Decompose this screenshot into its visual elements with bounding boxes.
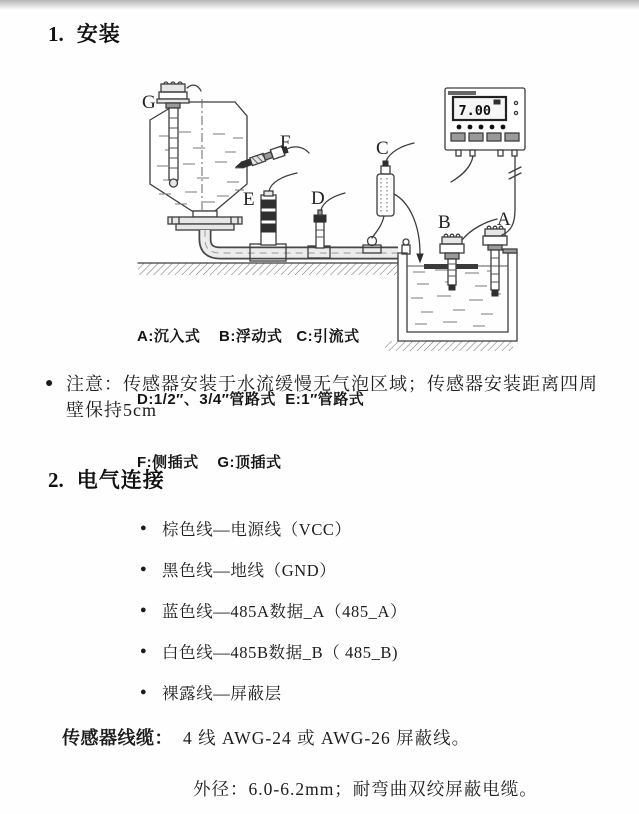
meter-terminals bbox=[456, 150, 517, 156]
cable-spec-label: 传感器线缆： bbox=[62, 728, 173, 748]
legend-line-3: F:侧插式 G:顶插式 bbox=[137, 454, 282, 471]
bullet-icon: ● bbox=[140, 521, 147, 534]
section-2-title: 电气连接 bbox=[76, 469, 165, 492]
callout-f: F bbox=[280, 132, 291, 153]
sensor-cable-spec bbox=[62, 724, 602, 801]
cable-spec-line-2: 外径：6.0-6.2mm；耐弯曲双绞屏蔽电缆。 bbox=[193, 779, 538, 799]
wire-label: 裸露线—屏蔽层 bbox=[162, 683, 282, 703]
controller bbox=[445, 88, 525, 235]
installation-note bbox=[45, 371, 601, 423]
meter-cable-left bbox=[451, 156, 473, 182]
wire-label: 蓝色线—485A数据_A（485_A） bbox=[162, 601, 408, 621]
callout-c: C bbox=[376, 138, 389, 159]
callout-g: G bbox=[142, 92, 156, 113]
section-1-number: 1. bbox=[48, 22, 64, 46]
bullet-icon: ● bbox=[140, 685, 147, 698]
inlet-valve bbox=[402, 239, 410, 254]
bullet-icon: ● bbox=[140, 562, 147, 575]
wire-item-bare bbox=[140, 683, 407, 703]
brand-strip bbox=[448, 91, 476, 95]
callout-e: E bbox=[243, 189, 255, 210]
section-1-heading bbox=[48, 18, 121, 48]
tank bbox=[150, 99, 247, 230]
wire-label: 白色线—485B数据_B（ 485_B) bbox=[162, 642, 399, 662]
pipeline bbox=[205, 230, 398, 253]
wiring-list bbox=[140, 519, 408, 703]
cable-spec-line-1: 4 线 AWG-24 或 AWG-26 屏蔽线。 bbox=[183, 728, 471, 748]
note-bullet-icon: ● bbox=[45, 376, 54, 391]
legend-line-2: D:1/2″、3/4″管路式 E:1″管路式 bbox=[137, 391, 365, 408]
legend-line-1: A:沉入式 B:浮动式 C:引流式 bbox=[137, 328, 360, 345]
wire-item-blue bbox=[140, 601, 408, 621]
callout-d: D bbox=[311, 188, 325, 209]
bullet-icon: ● bbox=[140, 603, 147, 616]
wire-item-black bbox=[140, 560, 407, 580]
sensor-a bbox=[483, 226, 517, 296]
section-2-heading bbox=[48, 464, 165, 494]
sensor-c-flow-cell bbox=[363, 143, 423, 262]
callout-b: B bbox=[438, 212, 451, 233]
page-top-shadow bbox=[0, 0, 639, 10]
section-1-title: 安装 bbox=[76, 23, 121, 46]
callout-a: A bbox=[497, 209, 511, 230]
bullet-icon: ● bbox=[140, 644, 147, 657]
note-text: 注意：传感器安装于水流缓慢无气泡区域；传感器安装距离四周壁保持5cm bbox=[66, 374, 598, 420]
wire-item-brown bbox=[140, 519, 407, 539]
flow-arrow bbox=[417, 254, 423, 262]
wire-label: 黑色线—地线（GND） bbox=[162, 560, 337, 580]
section-2-number: 2. bbox=[48, 468, 64, 492]
meter-reading: 7.00 bbox=[458, 103, 491, 119]
wire-label: 棕色线—电源线（VCC） bbox=[162, 519, 352, 539]
wire-item-white bbox=[140, 642, 407, 662]
